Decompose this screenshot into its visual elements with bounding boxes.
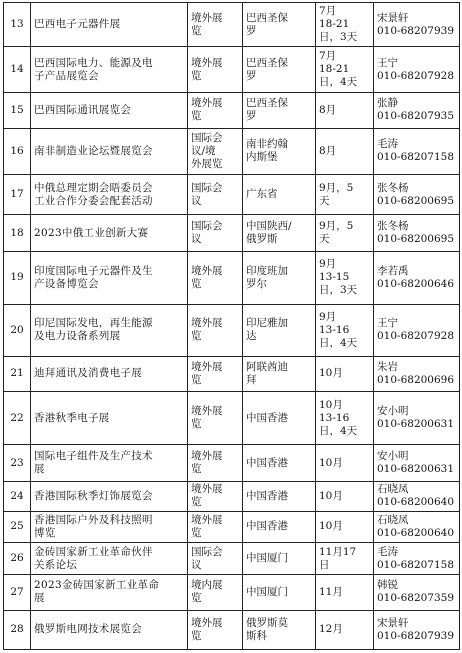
event-name: 2023中俄工业创新大赛 (31, 215, 188, 252)
event-type: 国际会 议 (188, 175, 243, 215)
event-type: 境外展 览 (188, 445, 243, 482)
exhibition-schedule-table (3, 2, 460, 650)
table-row (4, 304, 460, 356)
event-name: 香港国际户外及科技照明 博览 (31, 511, 188, 543)
event-date: 7月 18-21 日，4天 (316, 47, 374, 92)
event-name: 俄罗斯电网技术展览会 (31, 610, 188, 649)
table-row (4, 128, 460, 174)
event-type: 境内展 览 (188, 574, 243, 610)
table-row (4, 92, 460, 128)
table-row (4, 252, 460, 305)
table-row (4, 543, 460, 575)
event-contact: 毛涛 010-68207158 (374, 543, 460, 575)
event-contact: 王宁 010-68207928 (374, 304, 460, 356)
table-row (4, 215, 460, 252)
event-contact: 安小明 010-68200631 (374, 392, 460, 445)
event-contact: 安小明 010-68200631 (374, 445, 460, 482)
table-row (4, 482, 460, 512)
event-type: 国际会 议/境 外展览 (188, 128, 243, 174)
event-name: 迪拜通讯及消费电子展 (31, 356, 188, 392)
event-date: 10月 13-16 日，4天 (316, 392, 374, 445)
row-number: 26 (4, 543, 31, 575)
event-location: 南非约翰 内斯堡 (243, 128, 316, 174)
event-contact: 张冬杨 010-68200695 (374, 175, 460, 215)
event-name: 香港国际秋季灯饰展览会 (31, 482, 188, 512)
row-number: 25 (4, 511, 31, 543)
event-date: 10月 (316, 445, 374, 482)
event-date: 8月 (316, 128, 374, 174)
event-location: 中国香港 (243, 392, 316, 445)
row-number: 19 (4, 252, 31, 305)
row-number: 24 (4, 482, 31, 512)
event-location: 中国厦门 (243, 543, 316, 575)
row-number: 18 (4, 215, 31, 252)
row-number: 21 (4, 356, 31, 392)
event-date: 9月，5 天 (316, 215, 374, 252)
event-date: 10月 (316, 356, 374, 392)
event-name: 巴西国际通讯展览会 (31, 92, 188, 128)
table-row (4, 610, 460, 649)
event-name: 香港秋季电子展 (31, 392, 188, 445)
event-type: 国际会 议 (188, 215, 243, 252)
event-date: 9月 13-16 日，4天 (316, 304, 374, 356)
row-number: 22 (4, 392, 31, 445)
event-location: 中国香港 (243, 511, 316, 543)
event-contact: 韩锐 010-68207359 (374, 574, 460, 610)
event-date: 8月 (316, 92, 374, 128)
event-name: 印尼国际发电，再生能源 及电力设备系列展 (31, 304, 188, 356)
event-location: 印尼雅加 达 (243, 304, 316, 356)
event-name: 印度国际电子元器件及生 产设备博览会 (31, 252, 188, 305)
event-location: 中国香港 (243, 482, 316, 512)
event-name: 金砖国家新工业革命伙伴 关系论坛 (31, 543, 188, 575)
event-type: 境外展 览 (188, 610, 243, 649)
event-type: 境外展 览 (188, 482, 243, 512)
event-date: 7月 18-21 日，3天 (316, 3, 374, 47)
event-type: 国际会 议 (188, 543, 243, 575)
row-number: 28 (4, 610, 31, 649)
event-location: 广东省 (243, 175, 316, 215)
row-number: 27 (4, 574, 31, 610)
event-contact: 朱岩 010-68200696 (374, 356, 460, 392)
event-location: 巴西圣保 罗 (243, 3, 316, 47)
event-contact: 毛涛 010-68207158 (374, 128, 460, 174)
event-contact: 李若禹 010-68200646 (374, 252, 460, 305)
event-contact: 石晓凤 010-68200640 (374, 482, 460, 512)
event-type: 境外展 览 (188, 356, 243, 392)
row-number: 23 (4, 445, 31, 482)
event-contact: 张冬杨 010-68200695 (374, 215, 460, 252)
event-type: 境外展 览 (188, 252, 243, 305)
event-type: 境外展 览 (188, 47, 243, 92)
event-location: 中国厦门 (243, 574, 316, 610)
event-contact: 宋景轩 010-68207939 (374, 3, 460, 47)
event-type: 境外展 览 (188, 511, 243, 543)
event-name: 国际电子组件及生产技术 展 (31, 445, 188, 482)
table-body (4, 3, 460, 650)
event-date: 10月 (316, 511, 374, 543)
event-type: 境外展 览 (188, 392, 243, 445)
event-location: 阿联酋迪 拜 (243, 356, 316, 392)
event-date: 12月 (316, 610, 374, 649)
event-date: 11月17 日 (316, 543, 374, 575)
event-type: 境外展 览 (188, 92, 243, 128)
table-row (4, 511, 460, 543)
row-number: 15 (4, 92, 31, 128)
event-location: 俄罗斯莫 斯科 (243, 610, 316, 649)
event-type: 境外展 览 (188, 304, 243, 356)
event-date: 11月 (316, 574, 374, 610)
table-row (4, 175, 460, 215)
table-row (4, 574, 460, 610)
event-location: 中国香港 (243, 445, 316, 482)
event-location: 巴西圣保 罗 (243, 92, 316, 128)
table-row (4, 356, 460, 392)
event-name: 2023金砖国家新工业革命 展 (31, 574, 188, 610)
table-row (4, 3, 460, 47)
row-number: 13 (4, 3, 31, 47)
table-row (4, 445, 460, 482)
row-number: 17 (4, 175, 31, 215)
event-contact: 石晓凤 010-68200640 (374, 511, 460, 543)
event-name: 南非制造业论坛暨展览会 (31, 128, 188, 174)
event-location: 印度班加 罗尔 (243, 252, 316, 305)
event-name: 巴西电子元器件展 (31, 3, 188, 47)
event-type: 境外展 览 (188, 3, 243, 47)
event-location: 中国陕西/ 俄罗斯 (243, 215, 316, 252)
event-location: 巴西圣保 罗 (243, 47, 316, 92)
event-contact: 宋景轩 010-68207939 (374, 610, 460, 649)
row-number: 20 (4, 304, 31, 356)
event-contact: 张静 010-68207935 (374, 92, 460, 128)
event-date: 9月，5 天 (316, 175, 374, 215)
event-date: 9月 13-15 日，3天 (316, 252, 374, 305)
table-row (4, 392, 460, 445)
event-name: 中俄总理定期会晤委员会 工业合作分委会配套活动 (31, 175, 188, 215)
table-row (4, 47, 460, 92)
event-contact: 王宁 010-68207928 (374, 47, 460, 92)
row-number: 16 (4, 128, 31, 174)
event-date: 10月 (316, 482, 374, 512)
row-number: 14 (4, 47, 31, 92)
event-name: 巴西国际电力、能源及电 子产品展览会 (31, 47, 188, 92)
